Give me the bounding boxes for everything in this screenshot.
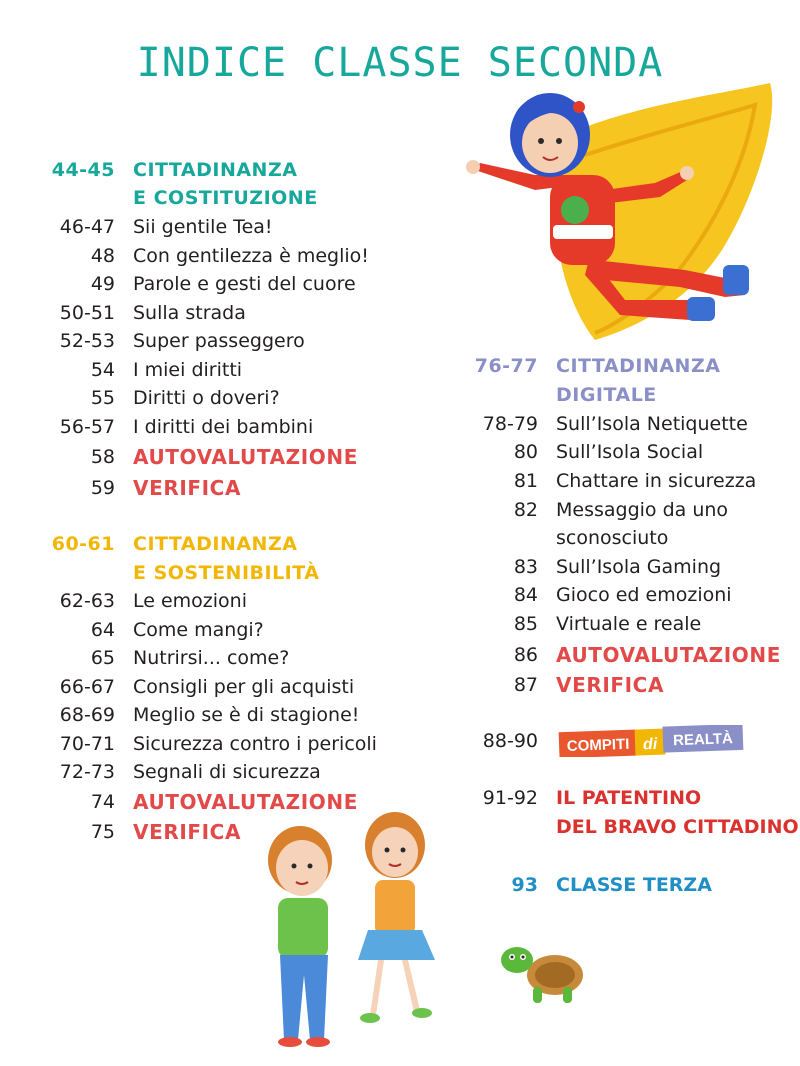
page-number: 83: [513, 556, 538, 578]
boy-face: [276, 840, 328, 896]
page-number: 62-63: [59, 590, 115, 612]
boy-jeans: [280, 955, 328, 1040]
entry-title-line2: DEL BRAVO CITTADINO: [556, 816, 799, 838]
page-number: 50-51: [59, 302, 115, 324]
page-number: 91-92: [482, 787, 538, 809]
entry-title: Gioco ed emozioni: [556, 584, 732, 606]
entry-title: IL PATENTINO: [556, 787, 702, 809]
page-number: 86: [513, 644, 538, 666]
children-illustration: [250, 800, 450, 1050]
section-title-line2: DIGITALE: [556, 384, 657, 406]
entry-title: I diritti dei bambini: [133, 416, 314, 438]
page-number: 82: [513, 499, 538, 521]
page-number: 59: [90, 477, 115, 499]
page-number: 75: [90, 821, 115, 843]
section-title: CITTADINANZA: [133, 159, 298, 181]
entry-title: AUTOVALUTAZIONE: [133, 790, 358, 814]
entry-title: Le emozioni: [133, 590, 247, 612]
entry-title: Diritti o doveri?: [133, 387, 280, 409]
page-number: 81: [513, 470, 538, 492]
index-entry[interactable]: [0, 467, 800, 495]
page-number: 84: [513, 584, 538, 606]
index-entry[interactable]: [0, 581, 800, 609]
entry-title: Super passeggero: [133, 330, 305, 352]
page-number: 52-53: [59, 330, 115, 352]
page-number: 64: [90, 619, 115, 641]
entry-title: Sii gentile Tea!: [133, 216, 273, 238]
page-number: 66-67: [59, 676, 115, 698]
page-number: 87: [513, 674, 538, 696]
index-entry[interactable]: [0, 438, 800, 466]
page-number: 54: [90, 359, 115, 381]
section-header-digitale[interactable]: [0, 352, 800, 380]
entry-title: Consigli per gli acquisti: [133, 676, 355, 698]
entry-title: Come mangi?: [133, 619, 264, 641]
boot-icon: [723, 265, 749, 295]
index-entry[interactable]: [0, 701, 400, 729]
index-entry-autovalutazione[interactable]: [0, 641, 800, 669]
entry-title: Meglio se è di stagione!: [133, 704, 360, 726]
entry-title: Nutrirsi... come?: [133, 647, 290, 669]
entry-title: AUTOVALUTAZIONE: [556, 643, 781, 667]
page-number: 78-79: [482, 413, 538, 435]
page-number: 72-73: [59, 761, 115, 783]
page-number: 70-71: [59, 733, 115, 755]
index-entry[interactable]: [0, 610, 800, 638]
page-number: 46-47: [59, 216, 115, 238]
section-header-digitale-line2: [0, 381, 800, 409]
page-title: INDICE CLASSE SECONDA: [136, 40, 664, 86]
entry-title: I miei diritti: [133, 359, 243, 381]
section-page-number: 44-45: [51, 159, 115, 181]
girl-face: [372, 827, 418, 877]
globe-emblem-icon: [561, 196, 589, 224]
entry-title-line2: sconosciuto: [556, 527, 669, 549]
page-number: 48: [90, 245, 115, 267]
hair-flower-icon: [573, 101, 585, 113]
page-number: 74: [90, 791, 115, 813]
page-number: 58: [90, 446, 115, 468]
section-header-costituzione[interactable]: [0, 156, 400, 184]
compiti-text: COMPITI: [566, 735, 630, 755]
entry-title: Parole e gesti del cuore: [133, 273, 356, 295]
girl-vest: [375, 880, 415, 935]
index-entry[interactable]: [0, 213, 400, 241]
entry-title: Sicurezza contro i pericoli: [133, 733, 377, 755]
entry-title: Con gentilezza è meglio!: [133, 245, 369, 267]
compiti-di-realta-badge[interactable]: [557, 725, 747, 757]
index-entry-verifica[interactable]: [0, 671, 800, 699]
face: [522, 113, 578, 173]
page-number: 49: [90, 273, 115, 295]
section-header-costituzione-line2: [0, 184, 400, 212]
page-number: 56-57: [59, 416, 115, 438]
girl-skirt: [358, 930, 435, 960]
section-title-line2: E SOSTENIBILITÀ: [133, 562, 320, 584]
section-page-number: 76-77: [474, 355, 538, 377]
page-number: 85: [513, 613, 538, 635]
entry-title: Sulla strada: [133, 302, 246, 324]
index-entry[interactable]: [0, 553, 800, 581]
index-entry[interactable]: [0, 242, 400, 270]
belt-icon: [553, 225, 613, 239]
section-page-number: 60-61: [51, 533, 115, 555]
page-number: 80: [513, 441, 538, 463]
page-number: 93: [511, 874, 538, 896]
entry-title: Sull’Isola Netiquette: [556, 413, 748, 435]
index-entry[interactable]: [0, 327, 400, 355]
entry-title: Sull’Isola Social: [556, 441, 704, 463]
index-entry[interactable]: [0, 270, 400, 298]
index-entry[interactable]: [0, 410, 800, 438]
page-number: 65: [90, 647, 115, 669]
page-number: 55: [90, 387, 115, 409]
realta-text: REALTÀ: [672, 730, 734, 750]
index-entry-continuation: [0, 524, 800, 552]
superhero-girl-illustration: [455, 75, 790, 345]
entry-title: Messaggio da uno: [556, 499, 729, 521]
index-entry[interactable]: [0, 299, 400, 327]
index-entry[interactable]: [0, 758, 400, 786]
entry-title: Segnali di sicurezza: [133, 761, 321, 783]
turtle-head-icon: [501, 947, 533, 973]
entry-title: Sull’Isola Gaming: [556, 556, 722, 578]
boy-shirt: [278, 898, 328, 958]
page-number: 68-69: [59, 704, 115, 726]
entry-title: VERIFICA: [133, 820, 242, 844]
di-text: di: [642, 735, 658, 754]
index-entry[interactable]: [0, 496, 800, 524]
turtle-illustration: [495, 935, 595, 1010]
entry-title: VERIFICA: [556, 673, 665, 697]
entry-title: VERIFICA: [133, 476, 242, 500]
entry-title: Virtuale e reale: [556, 613, 702, 635]
section-title-line2: E COSTITUZIONE: [133, 187, 318, 209]
boot-icon: [687, 297, 715, 321]
section-title: CITTADINANZA: [133, 533, 298, 555]
entry-title: AUTOVALUTAZIONE: [133, 445, 358, 469]
entry-title: CLASSE TERZA: [556, 874, 712, 896]
section-title: CITTADINANZA: [556, 355, 721, 377]
page-number: 88-90: [482, 730, 538, 752]
entry-title: Chattare in sicurezza: [556, 470, 757, 492]
